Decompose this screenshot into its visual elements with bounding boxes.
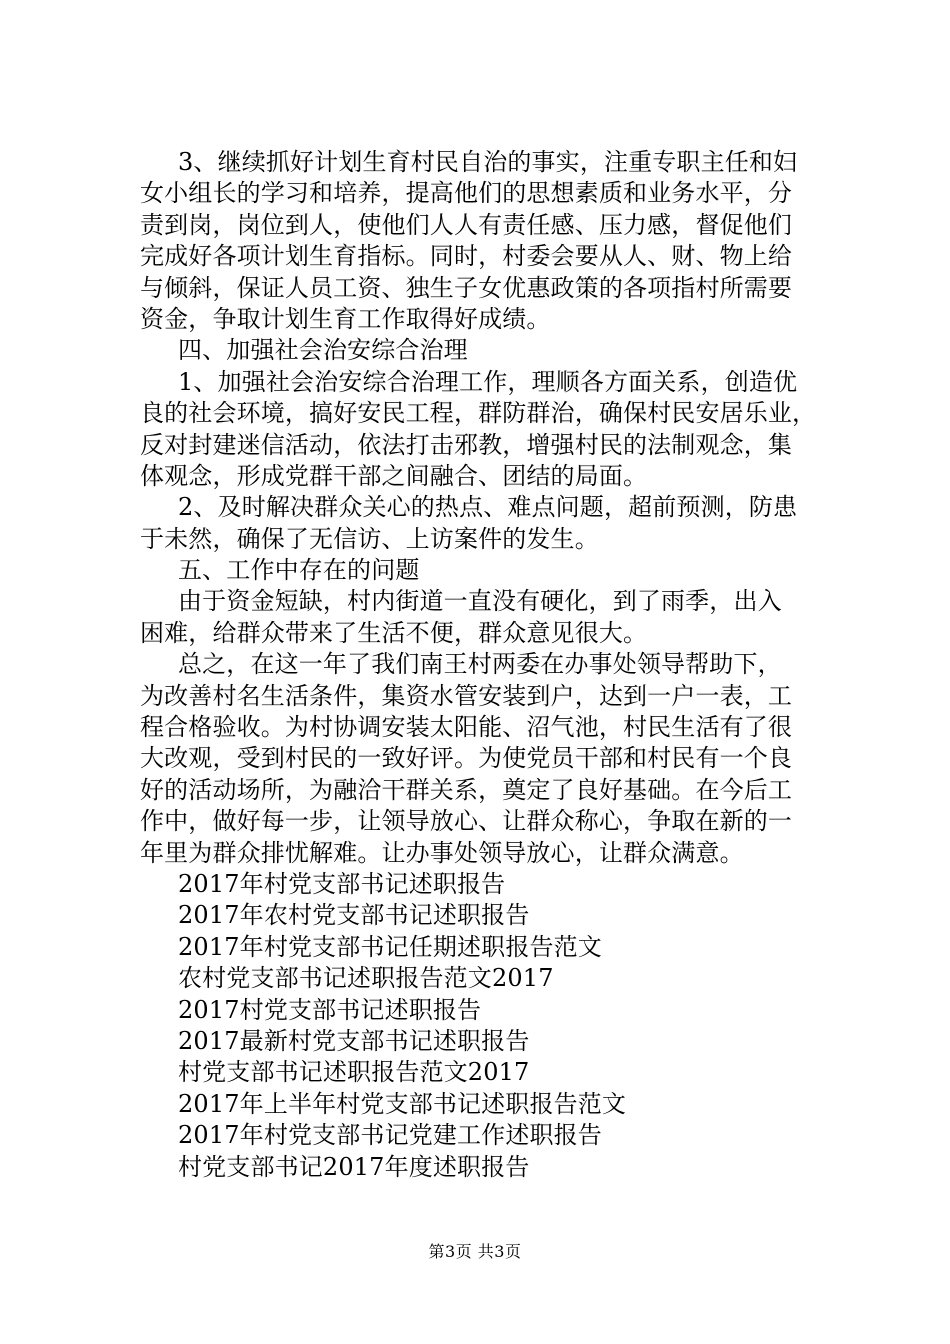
text-line: 为改善村名生活条件，集资水管安装到户，达到一户一表，工 (140, 681, 793, 710)
text-line: 良的社会环境，搞好安民工程，群防群治，确保村民安居乐业， (140, 399, 817, 428)
text-line: 村党支部书记述职报告范文2017 (178, 1058, 530, 1087)
text-line: 2017年农村党支部书记述职报告 (178, 901, 530, 930)
text-line: 2017年村党支部书记党建工作述职报告 (178, 1121, 602, 1150)
text-line: 责到岗，岗位到人，使他们人人有责任感、压力感，督促他们 (140, 210, 793, 239)
page-footer: 第3页 共3页 (428, 1242, 522, 1261)
text-line: 反对封建迷信活动，依法打击邪教，增强村民的法制观念，集 (140, 430, 793, 459)
text-line: 3、继续抓好计划生育村民自治的事实，注重专职主任和妇 (178, 148, 798, 176)
text-line: 五、工作中存在的问题 (178, 556, 420, 585)
text-line: 2017年村党支部书记述职报告 (178, 869, 506, 898)
text-line: 程合格验收。为村协调安装太阳能、沼气池，村民生活有了很 (140, 713, 793, 742)
text-line: 总之，在这一年了我们南王村两委在办事处领导帮助下， (178, 650, 782, 679)
text-line: 2017最新村党支部书记述职报告 (178, 1026, 530, 1055)
text-line: 农村党支部书记述职报告范文2017 (178, 964, 554, 993)
text-line: 年里为群众排忧解难。让办事处领导放心，让群众满意。 (140, 838, 744, 867)
text-line: 资金，争取计划生育工作取得好成绩。 (140, 304, 551, 333)
document-body (140, 147, 840, 1183)
text-line: 完成好各项计划生育指标。同时，村委会要从人、财、物上给 (140, 242, 793, 271)
text-line: 2017年村党支部书记任期述职报告范文 (178, 932, 602, 961)
text-line: 2017年上半年村党支部书记述职报告范文 (178, 1089, 627, 1118)
text-line: 体观念，形成党群干部之间融合、团结的局面。 (140, 461, 648, 490)
text-line: 大改观，受到村民的一致好评。为使党员干部和村民有一个良 (140, 744, 793, 773)
text-line: 村党支部书记2017年度述职报告 (178, 1152, 530, 1181)
text-line: 由于资金短缺，村内街道一直没有硬化，到了雨季，出入 (178, 587, 782, 616)
text-line: 2、及时解决群众关心的热点、难点问题，超前预测，防患 (178, 493, 798, 522)
text-line: 作中，做好每一步，让领导放心、让群众称心，争取在新的一 (140, 807, 793, 836)
text-line: 于未然，确保了无信访、上访案件的发生。 (140, 524, 599, 553)
text-line: 四、加强社会治安综合治理 (178, 336, 468, 365)
text-line: 好的活动场所，为融洽干群关系，奠定了良好基础。在今后工 (140, 775, 793, 804)
text-line: 2017村党支部书记述职报告 (178, 995, 482, 1024)
text-line: 1、加强社会治安综合治理工作，理顺各方面关系，创造优 (178, 367, 798, 396)
text-line: 困难，给群众带来了生活不便，群众意见很大。 (140, 618, 648, 647)
text-line: 女小组长的学习和培养，提高他们的思想素质和业务水平，分 (140, 179, 793, 208)
text-line: 与倾斜，保证人员工资、独生子女优惠政策的各项指村所需要 (140, 273, 793, 302)
